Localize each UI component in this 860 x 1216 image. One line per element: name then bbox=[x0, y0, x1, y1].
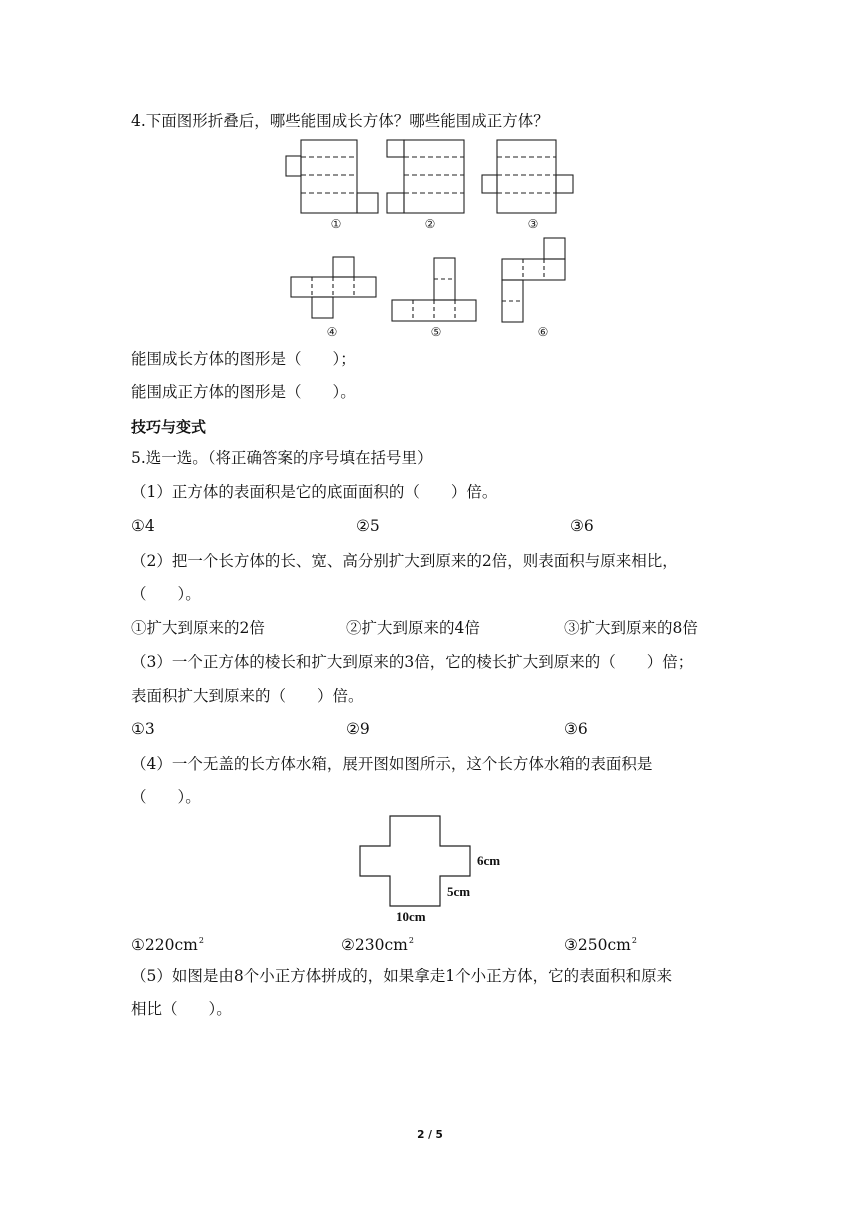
q5-p3-text-a: （3）一个正方体的棱长和扩大到原来的3倍，它的棱长扩大到原来的（ ）倍； bbox=[131, 653, 694, 671]
dim-5cm: 5cm bbox=[447, 884, 471, 899]
net-6 bbox=[502, 238, 565, 322]
caption-5: ⑤ bbox=[430, 325, 442, 339]
q5-p4-option-3-text: ③250cm bbox=[564, 936, 631, 954]
q5-p1-option-2: ②5 bbox=[356, 517, 380, 535]
q5-p5-text-b: 相比（ ）。 bbox=[131, 1000, 232, 1018]
unit-superscript: 2 bbox=[198, 936, 204, 945]
q5-p4-option-2 bbox=[341, 930, 414, 956]
dim-10cm: 10cm bbox=[396, 909, 426, 924]
q5-p3-text-b: 表面积扩大到原来的（ ）倍。 bbox=[131, 687, 364, 705]
net-5 bbox=[392, 258, 476, 321]
q5-p1-option-1: ①4 bbox=[131, 517, 155, 535]
caption-2: ② bbox=[424, 217, 436, 231]
unit-superscript: 2 bbox=[408, 936, 414, 945]
unit-superscript: 2 bbox=[631, 936, 637, 945]
q5-p1-option-3: ③6 bbox=[570, 517, 594, 535]
q5-p2-text-b: （ ）。 bbox=[131, 585, 201, 603]
q5-p3-option-3: ③6 bbox=[564, 720, 588, 738]
q5-p4-option-2-text: ②230cm bbox=[341, 936, 408, 954]
q5-title: 5.选一选。（将正确答案的序号填在括号里） bbox=[131, 449, 433, 467]
q5-p4-text-b: （ ）。 bbox=[131, 788, 201, 806]
q5-p2-text-a: （2）把一个长方体的长、宽、高分别扩大到原来的2倍，则表面积与原来相比， bbox=[131, 552, 678, 570]
q5-p5-text-a: （5）如图是由8个小正方体拼成的，如果拿走1个小正方体，它的表面积和原来 bbox=[131, 967, 673, 985]
q5-p4-option-1 bbox=[131, 930, 204, 956]
q5-p3-option-1: ①3 bbox=[131, 720, 155, 738]
q4-title: 4.下面图形折叠后，哪些能围成长方体？哪些能围成正方体？ bbox=[131, 112, 549, 130]
q5-p2-option-3: ③扩大到原来的8倍 bbox=[564, 619, 698, 637]
net-3 bbox=[482, 140, 573, 213]
page-number: 2 / 5 bbox=[417, 1129, 443, 1141]
answer-cube-line: 能围成正方体的图形是（ ）。 bbox=[131, 383, 356, 401]
q5-p4-option-1-text: ①220cm bbox=[131, 936, 198, 954]
net-2 bbox=[387, 140, 464, 213]
q5-p2-option-1: ①扩大到原来的2倍 bbox=[131, 619, 265, 637]
q5-p4-option-3 bbox=[564, 930, 637, 956]
answer-cuboid-line: 能围成长方体的图形是（ ）； bbox=[131, 350, 356, 368]
net-4 bbox=[291, 257, 376, 318]
caption-4: ④ bbox=[326, 325, 338, 339]
caption-3: ③ bbox=[527, 217, 539, 231]
q5-p2-option-2: ②扩大到原来的4倍 bbox=[346, 619, 480, 637]
dim-6cm: 6cm bbox=[477, 853, 501, 868]
caption-1: ① bbox=[330, 217, 342, 231]
caption-6: ⑥ bbox=[537, 325, 549, 339]
q5-p4-text-a: （4）一个无盖的长方体水箱，展开图如图所示，这个长方体水箱的表面积是 bbox=[131, 755, 653, 773]
q5-p3-option-2: ②9 bbox=[346, 720, 370, 738]
net-1 bbox=[286, 140, 378, 213]
q5-p1-text: （1）正方体的表面积是它的底面面积的（ ）倍。 bbox=[131, 483, 498, 501]
section-title: 技巧与变式 bbox=[131, 418, 207, 436]
tank-net bbox=[360, 816, 470, 906]
